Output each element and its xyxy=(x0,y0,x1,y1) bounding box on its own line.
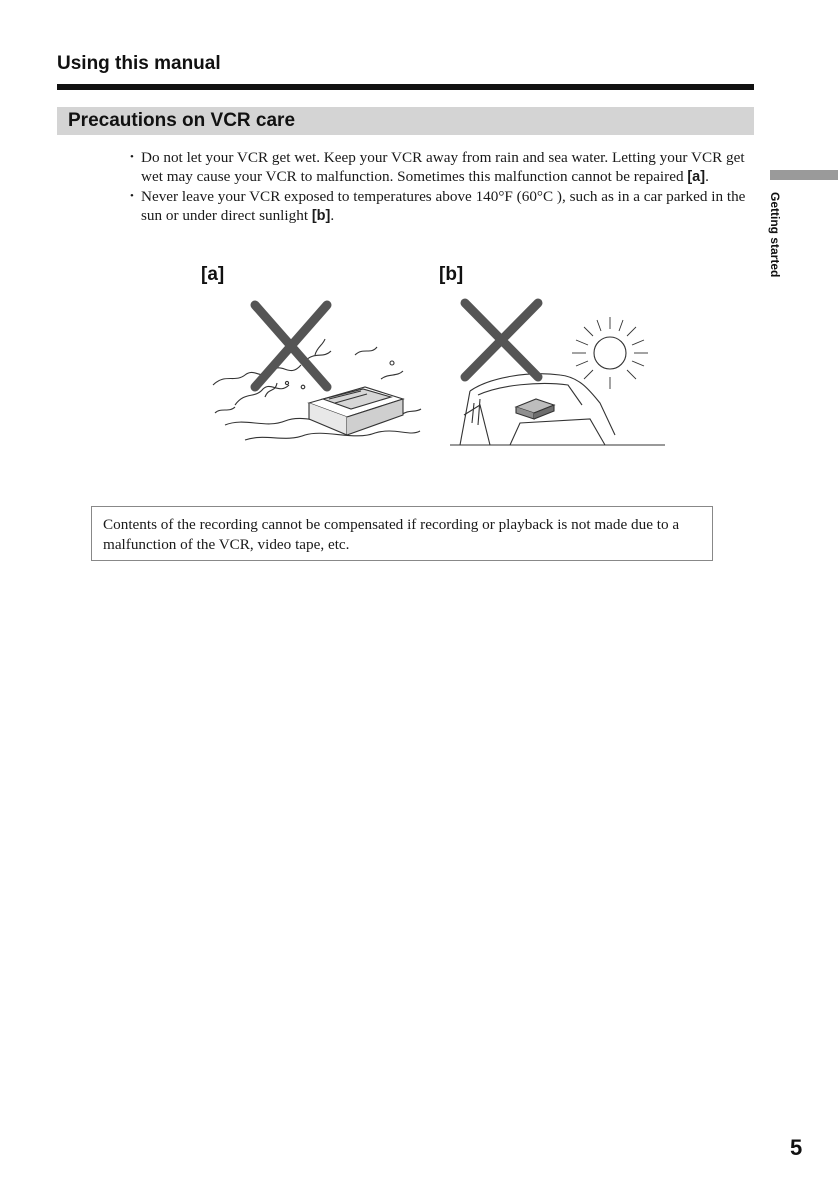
figure-reference: [a] xyxy=(687,169,706,185)
bullet-text: Do not let your VCR get wet. Keep your VCR away from rain and sea water. Letting your VCR get wet may cause your VCR to malfunction. Sometimes this malfunction cannot be repaired xyxy=(141,149,745,185)
section-title: Precautions on VCR care xyxy=(68,110,296,131)
side-tab-label: Getting started xyxy=(768,192,782,278)
bullet-marker: • xyxy=(130,190,134,202)
vcr-in-car-sun-illustration xyxy=(450,295,665,455)
bullet-marker: • xyxy=(130,151,134,163)
figure-b-label: [b] xyxy=(439,264,464,285)
page-header-title: Using this manual xyxy=(57,53,221,74)
side-tab-marker xyxy=(770,170,838,180)
list-item xyxy=(128,187,748,226)
page-number: 5 xyxy=(790,1135,803,1160)
header-rule xyxy=(57,84,754,90)
precaution-list xyxy=(128,148,748,226)
bullet-end: . xyxy=(705,168,709,185)
list-item xyxy=(128,148,748,187)
figure-reference: [b] xyxy=(311,208,331,224)
figure-a-label: [a] xyxy=(201,264,225,285)
bullet-text: Never leave your VCR exposed to temperatures above 140°F (60°C ), such as in a car parked in the sun or under direct sunlight xyxy=(141,188,746,224)
bullet-end: . xyxy=(330,207,335,224)
notice-box xyxy=(91,506,713,561)
section-heading-bar xyxy=(57,107,754,135)
notice-text: Contents of the recording cannot be compensated if recording or playback is not made due to a malfunction of the VCR, video tape, etc. xyxy=(103,516,680,553)
vcr-in-water-illustration xyxy=(205,295,430,455)
